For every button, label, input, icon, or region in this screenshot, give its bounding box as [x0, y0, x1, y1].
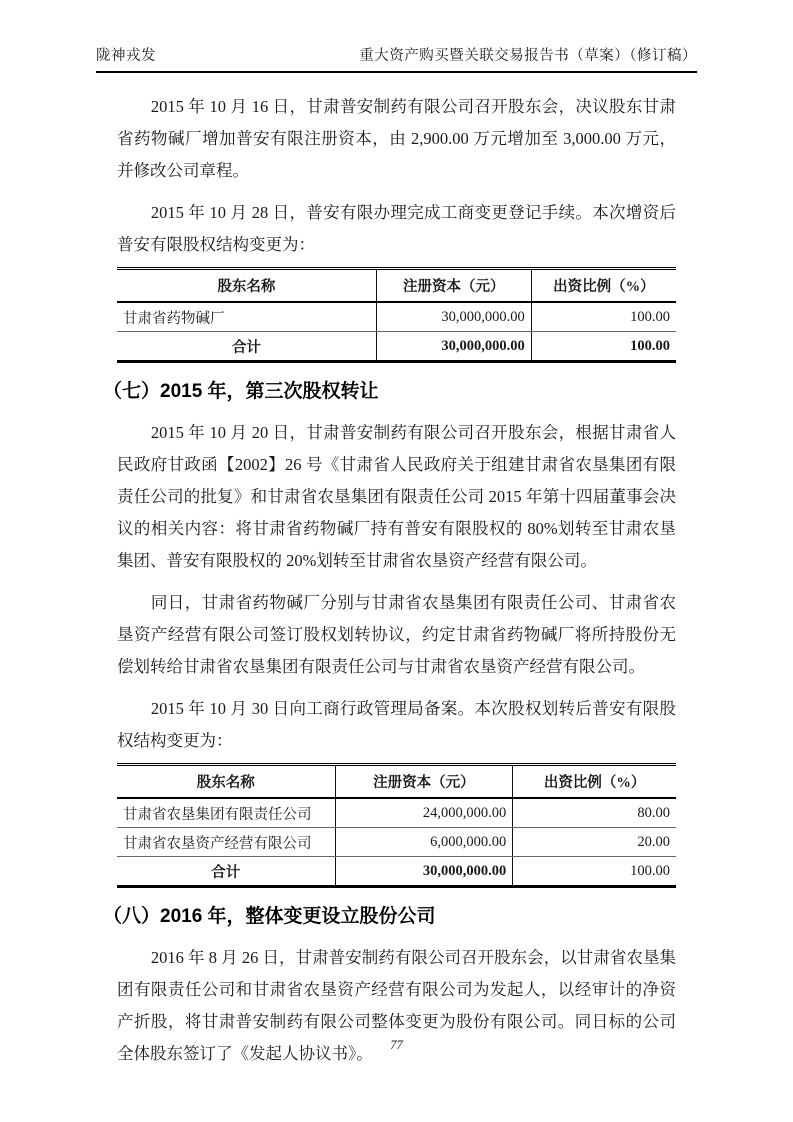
cell-total-ratio: 100.00	[630, 337, 670, 354]
cell-total-capital: 30,000,000.00	[335, 857, 513, 887]
section-heading-7: （七）2015 年，第三次股权转让	[103, 381, 379, 402]
table-row	[117, 302, 676, 332]
cell-shareholder-name: 甘肃省农垦集团有限责任公司	[117, 798, 335, 828]
cell-total-label: 合计	[117, 332, 376, 362]
paragraph-transfer-1: 2015 年 10 月 20 日，甘肃普安制药有限公司召开股东会，根据甘肃省人民政府甘政函【2002】26 号《甘肃省人民政府关于组建甘肃省农垦集团有限责任公司的批复》和甘肃省农垦集团有限责任公司 2015 年第十四届董事会决议的相关内容：将甘肃省药物碱厂持有普安有限股权的 80%划转至甘肃农垦集团、普安有限股权的 20%划转至甘肃省农垦资产经营有限公司。	[117, 423, 676, 570]
cell-shareholder-name: 甘肃省药物碱厂	[117, 302, 376, 332]
paragraph-capital-increase-1: 2015 年 10 月 16 日，甘肃普安制药有限公司召开股东会，决议股东甘肃省药物碱厂增加普安有限注册资本，由 2,900.00 万元增加至 3,000.00 万元，并修改公司章程。	[117, 97, 676, 180]
column-header-shareholder-name: 股东名称	[117, 765, 335, 799]
table-row	[117, 828, 676, 857]
table-header-row	[117, 269, 676, 303]
cell-registered-capital: 6,000,000.00	[335, 828, 513, 857]
page-header	[96, 0, 697, 73]
cell-shareholder-name: 甘肃省农垦资产经营有限公司	[117, 828, 335, 857]
cell-total-ratio: 100.00	[630, 862, 670, 879]
shareholder-table-after-transfer	[117, 763, 676, 888]
cell-total-capital: 30,000,000.00	[376, 332, 531, 362]
table-header-row	[117, 765, 676, 799]
column-header-contribution-ratio: 出资比例（%）	[513, 765, 676, 799]
paragraph-transfer-3: 2015 年 10 月 30 日向工商行政管理局备案。本次股权划转后普安有限股权结构变更为：	[117, 699, 676, 750]
column-header-registered-capital: 注册资本（元）	[376, 269, 531, 303]
page-number: 77	[390, 1038, 403, 1052]
column-header-registered-capital: 注册资本（元）	[335, 765, 513, 799]
cell-contribution-ratio: 20.00	[513, 828, 676, 857]
column-header-contribution-ratio: 出资比例（%）	[531, 269, 676, 303]
section-heading-8: （八）2016 年，整体变更设立股份公司	[103, 906, 436, 927]
cell-registered-capital: 30,000,000.00	[376, 302, 531, 332]
cell-registered-capital: 24,000,000.00	[335, 798, 513, 828]
cell-total-label: 合计	[117, 857, 335, 887]
shareholder-table-after-increase	[117, 267, 676, 363]
paragraph-transfer-2: 同日，甘肃省药物碱厂分别与甘肃省农垦集团有限责任公司、甘肃省农垦资产经营有限公司签订股权划转协议，约定甘肃省药物碱厂将所持股份无偿划转给甘肃省农垦集团有限责任公司与甘肃省农垦资产经营有限公司。	[117, 593, 676, 676]
cell-contribution-ratio: 100.00	[531, 302, 676, 332]
table-total-row	[117, 332, 676, 362]
column-header-shareholder-name: 股东名称	[117, 269, 376, 303]
table-row	[117, 798, 676, 828]
document-body	[103, 91, 676, 1070]
paragraph-joint-stock-1: 2016 年 8 月 26 日，甘肃普安制药有限公司召开股东会，以甘肃省农垦集团有限责任公司和甘肃省农垦资产经营有限公司为发起人，以经审计的净资产折股，将甘肃普安制药有限公司整体变更为股份有限公司。同日标的公司全体股东签订了《发起人协议书》。	[117, 948, 676, 1063]
cell-contribution-ratio: 80.00	[513, 798, 676, 828]
header-left-short-title: 陇神戎发	[96, 48, 156, 64]
paragraph-capital-increase-2: 2015 年 10 月 28 日，普安有限办理完成工商变更登记手续。本次增资后普安有限股权结构变更为：	[117, 203, 676, 254]
header-right-report-title: 重大资产购买暨关联交易报告书（草案）（修订稿）	[359, 48, 697, 64]
table-total-row	[117, 857, 676, 887]
